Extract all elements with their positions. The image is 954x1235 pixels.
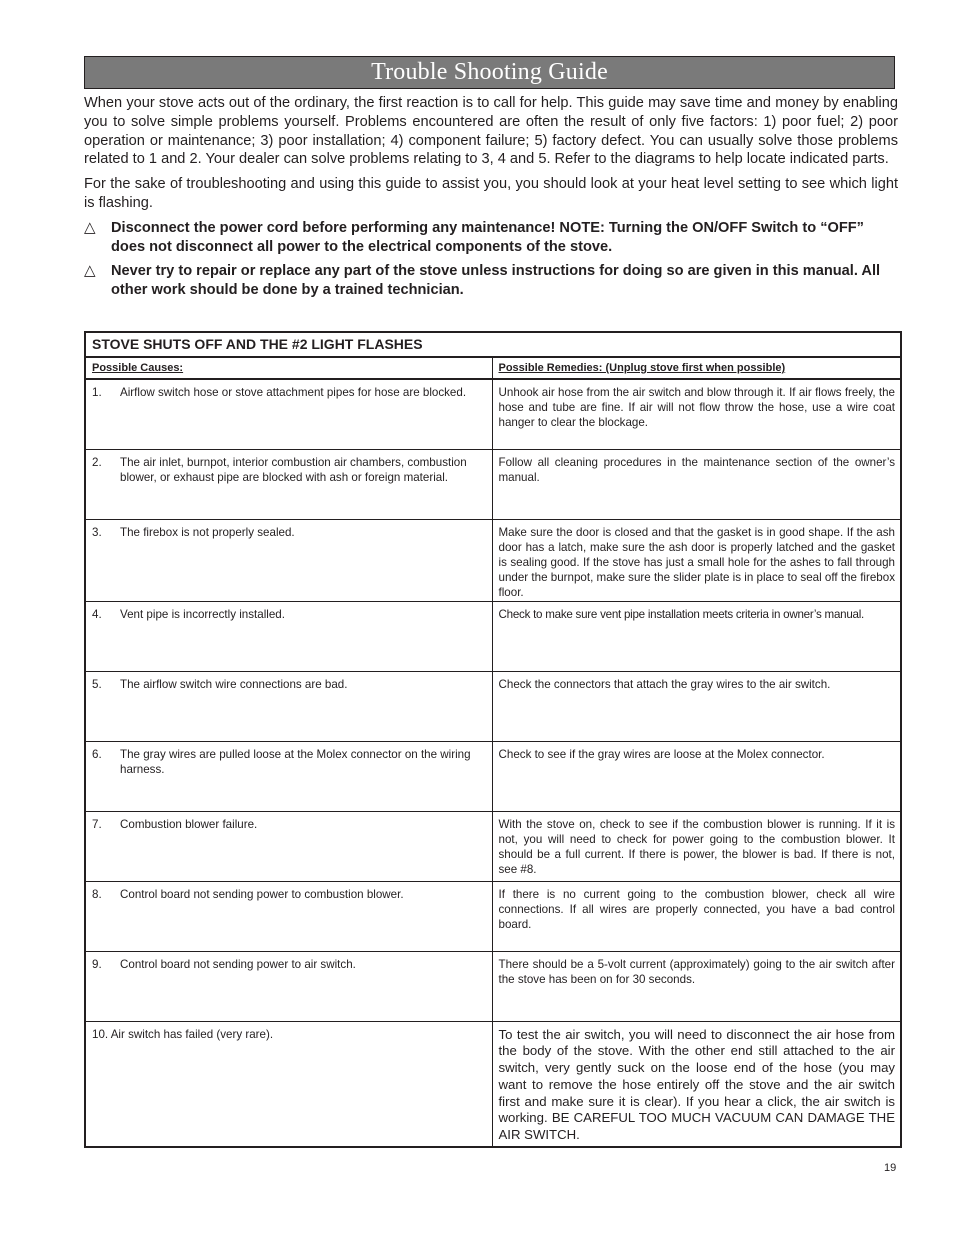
remedy-cell: To test the air switch, you will need to disconnect the air hose from the body of the stove. With the other end still attached to the air switch, very gently suck on the loose end of the hose (you may want to remove the hose entirely off the stove and the air switch first and make sure it is clear). If you hear a click, the air switch is working. BE CAREFUL TOO MUCH VACUUM CAN DAMAGE THE AIR SWITCH. (492, 1021, 901, 1147)
row-number: 1. (92, 386, 102, 399)
remedy-cell: If there is no current going to the combustion blower, check all wire connections. If all wires are properly connected, you have a bad control board. (492, 881, 901, 951)
intro-paragraph-1: When your stove acts out of the ordinary, the first reaction is to call for help. This guide may save time and money by enabling you to solve simple problems yourself. Problems encountered are often the result of only five factors: 1) poor fuel; 2) poor operation or maintenance; 3) poor installation; 4) component failure; 5) factory defect. You can usually solve those problems related to 1 and 2. Your dealer can solve problems relating to 3, 4 and 5. Refer to the diagrams to help locate indicated parts. (84, 95, 898, 168)
table-row (85, 811, 901, 881)
cause-cell (85, 881, 492, 951)
warning-1 (84, 219, 898, 257)
warning-2-text: Never try to repair or replace any part of the stove unless instructions for doing so are given in this manual. All other work should be done by a trained technician. (111, 263, 881, 299)
warning-triangle-icon: △ (84, 218, 96, 236)
intro-section (84, 94, 898, 306)
remedy-cell: With the stove on, check to see if the combustion blower is running. If it is not, you will need to check for power going to the combustion blower. It should be a full current. If there is power, the blower is bad. If there is not, see #8. (492, 811, 901, 881)
remedy-cell: Check the connectors that attach the gray wires to the air switch. (492, 671, 901, 741)
page-title: Trouble Shooting Guide (371, 59, 608, 85)
warning-2 (84, 262, 898, 300)
table-row (85, 671, 901, 741)
table-row (85, 1021, 901, 1147)
page-number: 19 (884, 1162, 897, 1174)
cause-cell (85, 811, 492, 881)
cause-cell (85, 951, 492, 1021)
column-header-causes: Possible Causes: (85, 357, 492, 379)
cause-cell (85, 671, 492, 741)
cause-cell (85, 449, 492, 519)
cause-text: The gray wires are pulled loose at the Molex connector on the wiring harness. (120, 747, 471, 776)
table-row (85, 449, 901, 519)
cause-text: Vent pipe is incorrectly installed. (120, 607, 285, 621)
intro-paragraph-2: For the sake of troubleshooting and using this guide to assist you, you should look at your heat level setting to see which light is flashing. (84, 176, 898, 211)
row-number: 2. (92, 455, 102, 469)
table-row (85, 601, 901, 671)
warning-triangle-icon: △ (84, 262, 96, 280)
table-heading: STOVE SHUTS OFF AND THE #2 LIGHT FLASHES (85, 332, 901, 357)
cause-text: The firebox is not properly sealed. (120, 525, 295, 539)
remedy-cell: Check to make sure vent pipe installation meets criteria in owner’s manual. (492, 601, 901, 671)
row-number: 5. (92, 677, 102, 691)
row-number: 7. (92, 817, 102, 831)
cause-text: The airflow switch wire connections are bad. (120, 677, 348, 691)
cause-text: Airflow switch hose or stove attachment pipes for hose are blocked. (120, 386, 467, 399)
table-row (85, 951, 901, 1021)
remedy-cell: Follow all cleaning procedures in the maintenance section of the owner’s manual. (492, 449, 901, 519)
cause-cell (85, 741, 492, 811)
table-row (85, 519, 901, 601)
cause-cell (85, 519, 492, 601)
column-header-remedies: Possible Remedies: (Unplug stove first when possible) (492, 357, 901, 379)
troubleshooting-table (84, 331, 902, 1148)
remedy-cell: Unhook air hose from the air switch and blow through it. If air flows freely, the hose and tube are fine. If air will not flow throw the hose, use a wire coat hanger to clear the blockage. (492, 379, 901, 449)
cause-text: Combustion blower failure. (120, 817, 258, 831)
remedy-cell: Check to see if the gray wires are loose at the Molex connector. (492, 741, 901, 811)
table-row (85, 379, 901, 449)
cause-cell (85, 379, 492, 449)
section-title-bar (84, 56, 895, 89)
cause-cell: 10. Air switch has failed (very rare). (85, 1021, 492, 1147)
cause-text: Control board not sending power to air switch. (120, 957, 356, 971)
remedy-cell: Make sure the door is closed and that the gasket is in good shape. If the ash door has a latch, make sure the ash door is properly latched and the gasket is sealing good. If the stove has just a small hole for the ashes to fall through under the burnpot, make sure the slider plate is in place to seal off the firebox floor. (492, 519, 901, 601)
cause-text: The air inlet, burnpot, interior combustion air chambers, combustion blower, or exhaust pipe are blocked with ash or foreign material. (120, 455, 467, 484)
row-number: 3. (92, 525, 102, 539)
cause-cell (85, 601, 492, 671)
remedy-cell: There should be a 5-volt current (approximately) going to the air switch after the stove has been on for 30 seconds. (492, 951, 901, 1021)
cause-text: Control board not sending power to combustion blower. (120, 887, 404, 901)
row-number: 4. (92, 607, 102, 621)
warning-1-text: Disconnect the power cord before performing any maintenance! NOTE: Turning the ON/OFF Switch to “OFF” does not disconnect all power to the electrical components of the stove. (111, 219, 864, 255)
row-number: 8. (92, 887, 102, 901)
table-row (85, 741, 901, 811)
row-number: 6. (92, 747, 102, 761)
row-number: 9. (92, 957, 102, 971)
table-row (85, 881, 901, 951)
